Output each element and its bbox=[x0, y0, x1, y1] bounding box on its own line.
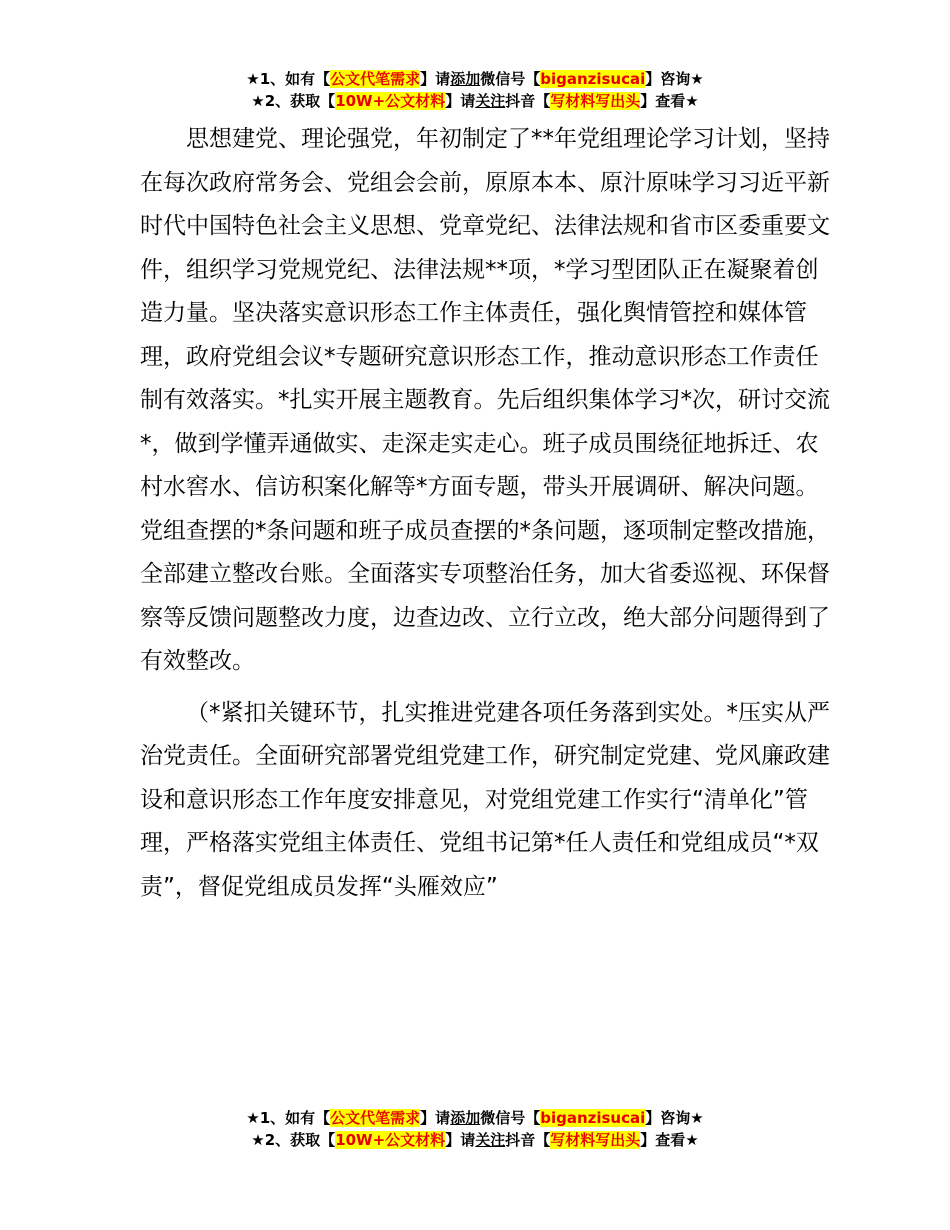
banner-text: 抖音【 bbox=[505, 1131, 551, 1149]
banner-text: 】请 bbox=[445, 92, 476, 110]
banner-text: 】查看★ bbox=[640, 92, 699, 110]
banner-underlined: 添加 bbox=[450, 1109, 481, 1127]
footer-banner bbox=[0, 1107, 950, 1151]
banner-line-1 bbox=[0, 68, 950, 90]
banner-highlight-wechat-id: biganzisucai bbox=[540, 1109, 646, 1127]
banner-highlight-service: 公文代笔需求 bbox=[330, 70, 421, 88]
banner-highlight-douyin: 写材料写出头 bbox=[550, 92, 641, 110]
banner-line-2 bbox=[0, 90, 950, 112]
banner-highlight-douyin: 写材料写出头 bbox=[550, 1131, 641, 1149]
banner-highlight-wechat-id: biganzisucai bbox=[540, 70, 646, 88]
banner-highlight-materials: 10W+公文材料 bbox=[335, 1131, 446, 1149]
banner-text: 】查看★ bbox=[640, 1131, 699, 1149]
banner-text: 】咨询★ bbox=[645, 1109, 704, 1127]
body-paragraph-1: 思想建党、理论强党，年初制定了**年党组理论学习计划，坚持在每次政府常务会、党组会会前，原原本本、原汁原味学习习近平新时代中国特色社会主义思想、党章党纪、法律法规和省市区委重要文件，组织学习党规党纪、法律法规**项，*学习型团队正在凝聚着创造力量。坚决落实意识形态工作主体责任，强化舆情管控和媒体管理，政府党组会议*专题研究意识形态工作，推动意识形态工作责任制有效落实。*扎实开展主题教育。先后组织集体学习*次，研讨交流*，做到学懂弄通做实、走深走实走心。班子成员围绕征地拆迁、农村水窖水、信访积案化解等*方面专题，带头开展调研、解决问题。党组查摆的*条问题和班子成员查摆的*条问题，逐项制定整改措施，全部建立整改台账。全面落实专项整治任务，加大省委巡视、环保督察等反馈问题整改力度，边查边改、立行立改，绝大部分问题得到了有效整改。 bbox=[140, 126, 830, 674]
banner-underlined: 添加 bbox=[450, 70, 481, 88]
banner-text: 】咨询★ bbox=[645, 70, 704, 88]
banner-text: 】请 bbox=[420, 70, 451, 88]
banner-text: 】请 bbox=[420, 1109, 451, 1127]
banner-text: 微信号【 bbox=[480, 1109, 541, 1127]
banner-text: ★1、如有【 bbox=[246, 1109, 331, 1127]
banner-text: ★2、获取【 bbox=[251, 92, 336, 110]
banner-text: 微信号【 bbox=[480, 70, 541, 88]
banner-underlined: 关注 bbox=[475, 92, 506, 110]
banner-highlight-materials: 10W+公文材料 bbox=[335, 92, 446, 110]
banner-text: 抖音【 bbox=[505, 92, 551, 110]
banner-text: 】请 bbox=[445, 1131, 476, 1149]
header-banner bbox=[0, 68, 950, 112]
banner-highlight-service: 公文代笔需求 bbox=[330, 1109, 421, 1127]
body-paragraph-2: （*紧扣关键环节，扎实推进党建各项任务落到实处。*压实从严治党责任。全面研究部署党组党建工作，研究制定党建、党风廉政建设和意识形态工作年度安排意见，对党组党建工作实行“清单化”管理，严格落实党组主体责任、党组书记第*任人责任和党组成员“*双责”，督促党组成员发挥“头雁效应” bbox=[140, 699, 830, 900]
banner-underlined: 关注 bbox=[475, 1131, 506, 1149]
banner-text: ★1、如有【 bbox=[246, 70, 331, 88]
document-body bbox=[140, 118, 840, 909]
banner-line-2 bbox=[0, 1129, 950, 1151]
banner-text: ★2、获取【 bbox=[251, 1131, 336, 1149]
banner-line-1 bbox=[0, 1107, 950, 1129]
